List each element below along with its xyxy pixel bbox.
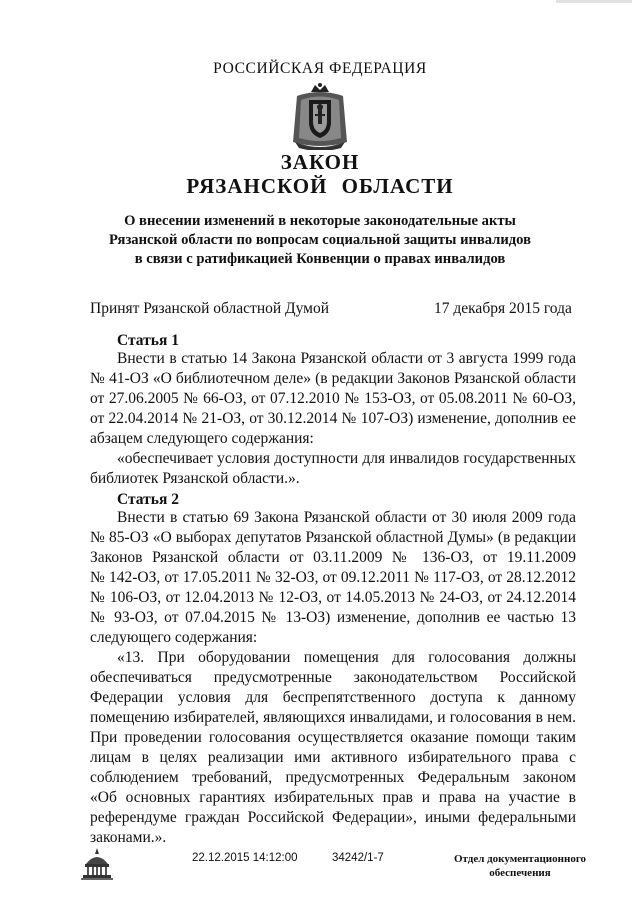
article-2-line: помещению избирателей, являющихся инвалидами, и голосования в нем. xyxy=(90,709,576,726)
article-2-line: «Об основных гарантиях избирательных прав и права на участие в xyxy=(90,789,576,806)
article-2-line: обеспечиваться предусмотренные законодательством Российской xyxy=(90,669,576,686)
article-1-line: от 27.06.2005 № 66-ОЗ, от 07.12.2010 № 153-ОЗ, от 05.08.2011 № 60-ОЗ, xyxy=(90,390,576,407)
article-1-line: № 41-ОЗ «О библиотечном деле» (в редакции Законов Рязанской области xyxy=(90,370,576,387)
article-1-line: абзацем следующего содержания: xyxy=(90,430,314,447)
country-name: РОССИЙСКАЯ ФЕДЕРАЦИЯ xyxy=(213,60,427,77)
scan-corner-mark xyxy=(556,0,632,3)
article-1-line: «обеспечивает условия доступности для инвалидов государственных xyxy=(117,450,576,467)
article-1-line: Внести в статью 14 Закона Рязанской области от 3 августа 1999 года xyxy=(117,350,576,367)
article-1-heading: Статья 1 xyxy=(117,332,179,349)
article-2-line: № 142-ОЗ, от 17.05.2011 № 32-ОЗ, от 09.12.2011 № 117-ОЗ, от 28.12.2012 xyxy=(90,569,576,586)
law-region-title: РЯЗАНСКОЙ ОБЛАСТИ xyxy=(186,174,454,198)
article-1-line: библиотек Рязанской области.». xyxy=(90,470,300,487)
article-2-line: № 85-ОЗ «О выборах депутатов Рязанской областной Думы» (в редакции xyxy=(90,529,576,546)
article-2-line: № 93-ОЗ, от 07.04.2015 № 13-ОЗ) изменение, дополнив ее частью 13 xyxy=(90,609,576,626)
article-2-line: При проведении голосования осуществляется оказание помощи таким xyxy=(90,729,576,746)
department-stamp-line: Отдел документационного xyxy=(453,853,587,865)
subtitle-line: в связи с ратификацией Конвенции о правах инвалидов xyxy=(134,251,506,267)
duma-building-logo-icon xyxy=(80,846,114,882)
coat-of-arms-icon xyxy=(289,82,351,150)
subtitle-line: О внесении изменений в некоторые законодательные акты xyxy=(124,213,516,229)
article-2-line: соблюдением требований, предусмотренных Федеральным законом xyxy=(90,769,576,786)
department-stamp-line: обеспечения xyxy=(489,867,551,879)
article-2-line: № 106-ОЗ, от 12.04.2013 № 12-ОЗ, от 14.05.2013 № 24-ОЗ, от 24.12.2014 xyxy=(90,589,576,606)
article-2-line: лицам в целях реализации ими активного избирательного права с xyxy=(90,749,576,766)
adopted-date: 17 декабря 2015 года xyxy=(434,300,572,317)
article-2-heading: Статья 2 xyxy=(117,491,179,508)
article-2-line: следующего содержания: xyxy=(90,629,258,646)
article-2-line: Федерации условия для беспрепятственного доступа к данному xyxy=(90,689,576,706)
article-2-line: законами.». xyxy=(90,829,167,846)
registration-code: 34242/1-7 xyxy=(332,852,384,864)
print-datetime: 22.12.2015 14:12:00 xyxy=(192,852,298,864)
article-2-line: Законов Рязанской области от 03.11.2009 № 136-ОЗ, от 19.11.2009 xyxy=(90,549,576,566)
article-2-line: референдуме граждан Российской Федерации», иными федеральными xyxy=(90,809,576,826)
article-2-line: «13. При оборудовании помещения для голосования должны xyxy=(117,649,576,666)
law-title: ЗАКОН xyxy=(280,150,360,174)
subtitle-line: Рязанской области по вопросам социальной защиты инвалидов xyxy=(109,232,531,248)
adopted-by: Принят Рязанской областной Думой xyxy=(90,300,330,317)
article-2-line: Внести в статью 69 Закона Рязанской области от 30 июля 2009 года xyxy=(117,509,576,526)
article-1-line: от 22.04.2014 № 21-ОЗ, от 30.12.2014 № 107-ОЗ) изменение, дополнив ее xyxy=(90,410,576,427)
